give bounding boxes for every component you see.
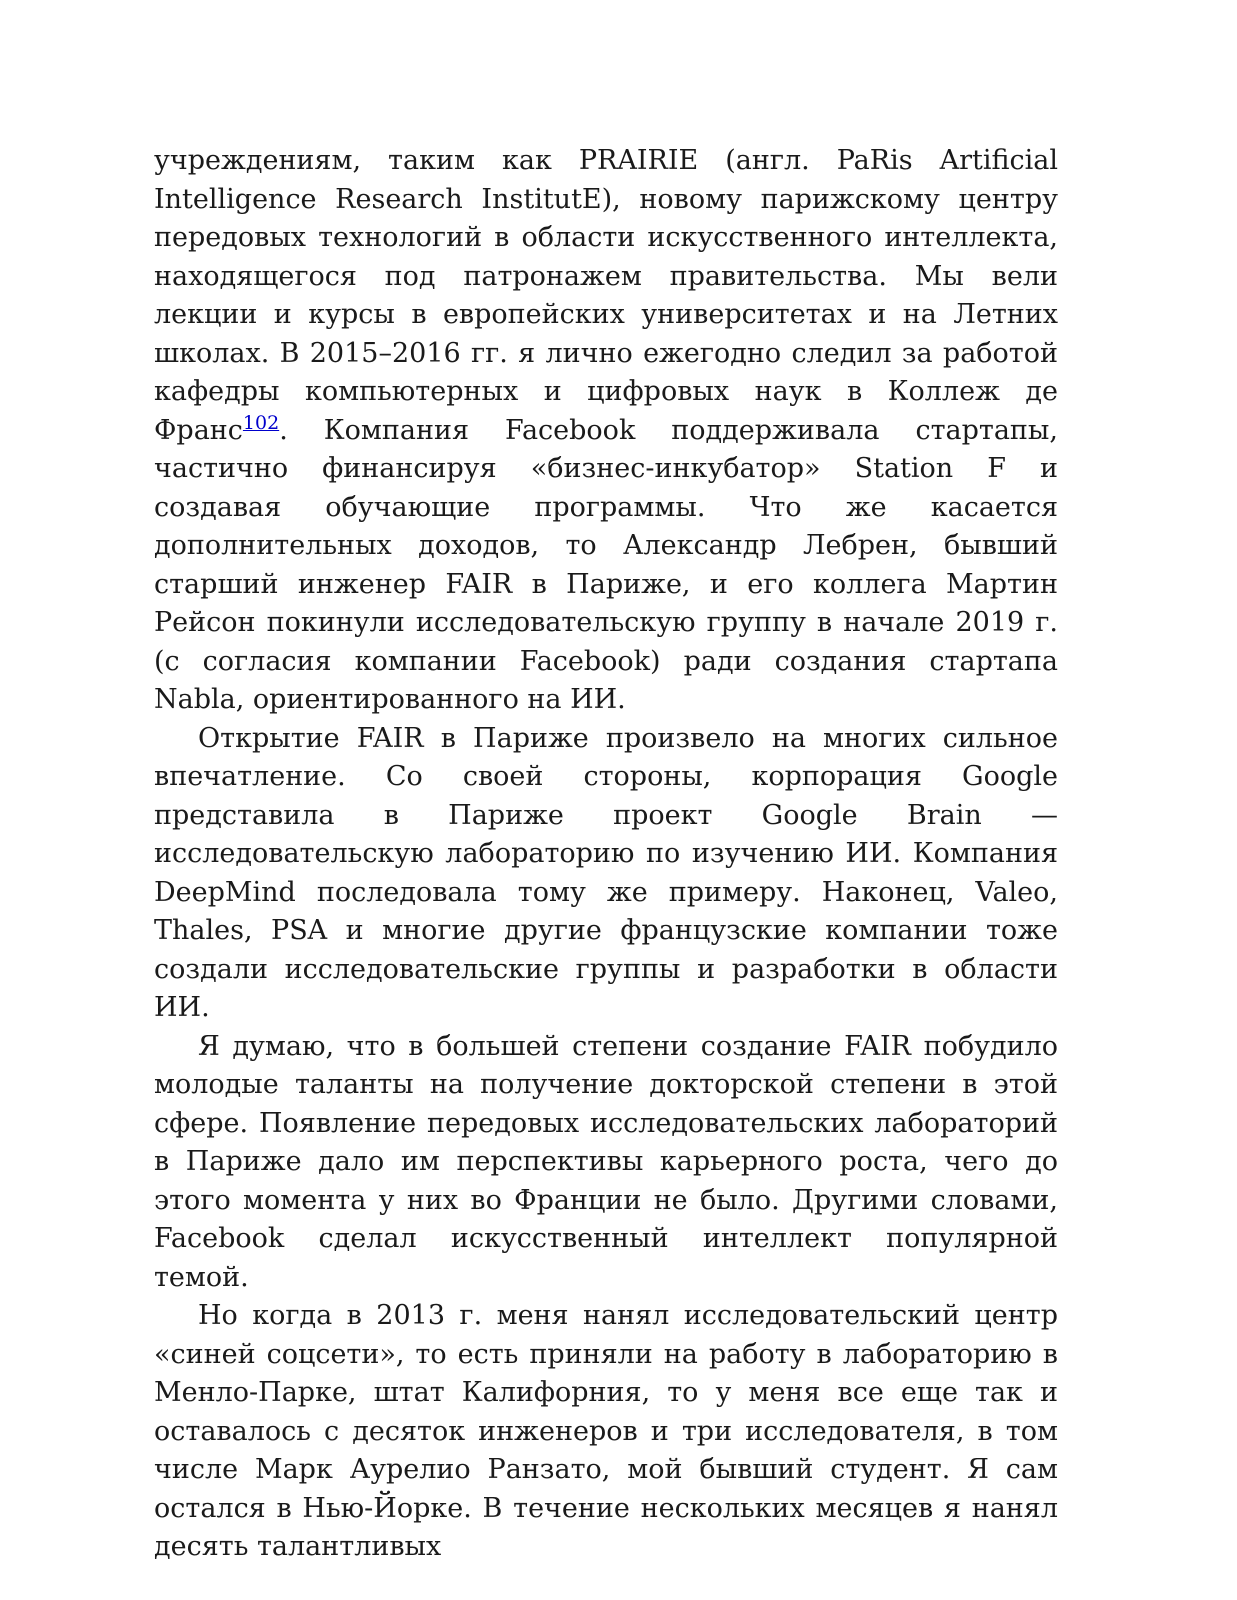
page-body <box>154 142 1058 1567</box>
paragraph-1-text-end: . Компания Facebook поддерживала стартапы, частично финансируя «бизнес-инкубатор» Station F и создавая обучающие программы. Что же касается дополнительных доходов, то Александр Лебрен, бывший старший инженер FAIR в Париже, и его коллега Мартин Рейсон покинули исследовательскую группу в начале 2019 г. (с согласия компании Facebook) ради создания стартапа Nabla, ориентированного на ИИ. <box>154 414 1058 715</box>
paragraph-2: Открытие FAIR в Париже произвело на многих сильное впечатление. Со своей стороны, корпорация Google представила в Париже проект Google Brain — исследовательскую лабораторию по изучению ИИ. Компания DeepMind последовала тому же примеру. Наконец, Valeo, Thales, PSA и многие другие французские компании тоже создали исследовательские группы и разработки в области ИИ. <box>154 722 1058 1023</box>
footnote-link[interactable]: 102 <box>242 411 280 434</box>
paragraph-4: Но когда в 2013 г. меня нанял исследовательский центр «синей соцсети», то есть приняли на работу в лабораторию в Менло-Парке, штат Калифорния, то у меня все еще так и оставалось с десяток инженеров и три исследователя, в том числе Марк Аурелио Ранзато, мой бывший студент. Я сам остался в Нью-Йорке. В течение нескольких месяцев я нанял десять талантливых <box>154 1300 1058 1562</box>
paragraph-3: Я думаю, что в большей степени создание FAIR побудило молодые таланты на получение докторской степени в этой сфере. Появление передовых исследовательских лабораторий в Париже дало им перспективы карьерного роста, чего до этого момента у них во Франции не было. Другими словами, Facebook сделал искусственный интеллект популярной темой. <box>154 1030 1058 1293</box>
paragraph-1-text-start: учреждениям, таким как PRAIRIE (англ. PaRis Artificial Intelligence Research InstitutE), новому парижскому центру передовых технологий в области искусственного интеллекта, находящегося под патронажем правительства. Мы вели лекции и курсы в европейских университетах и на Летних школах. В 2015–2016 гг. я лично ежегодно следил за работой кафедры компьютерных и цифровых наук в Коллеж де Франс <box>154 145 1058 446</box>
paragraph-1 <box>154 142 1058 720</box>
